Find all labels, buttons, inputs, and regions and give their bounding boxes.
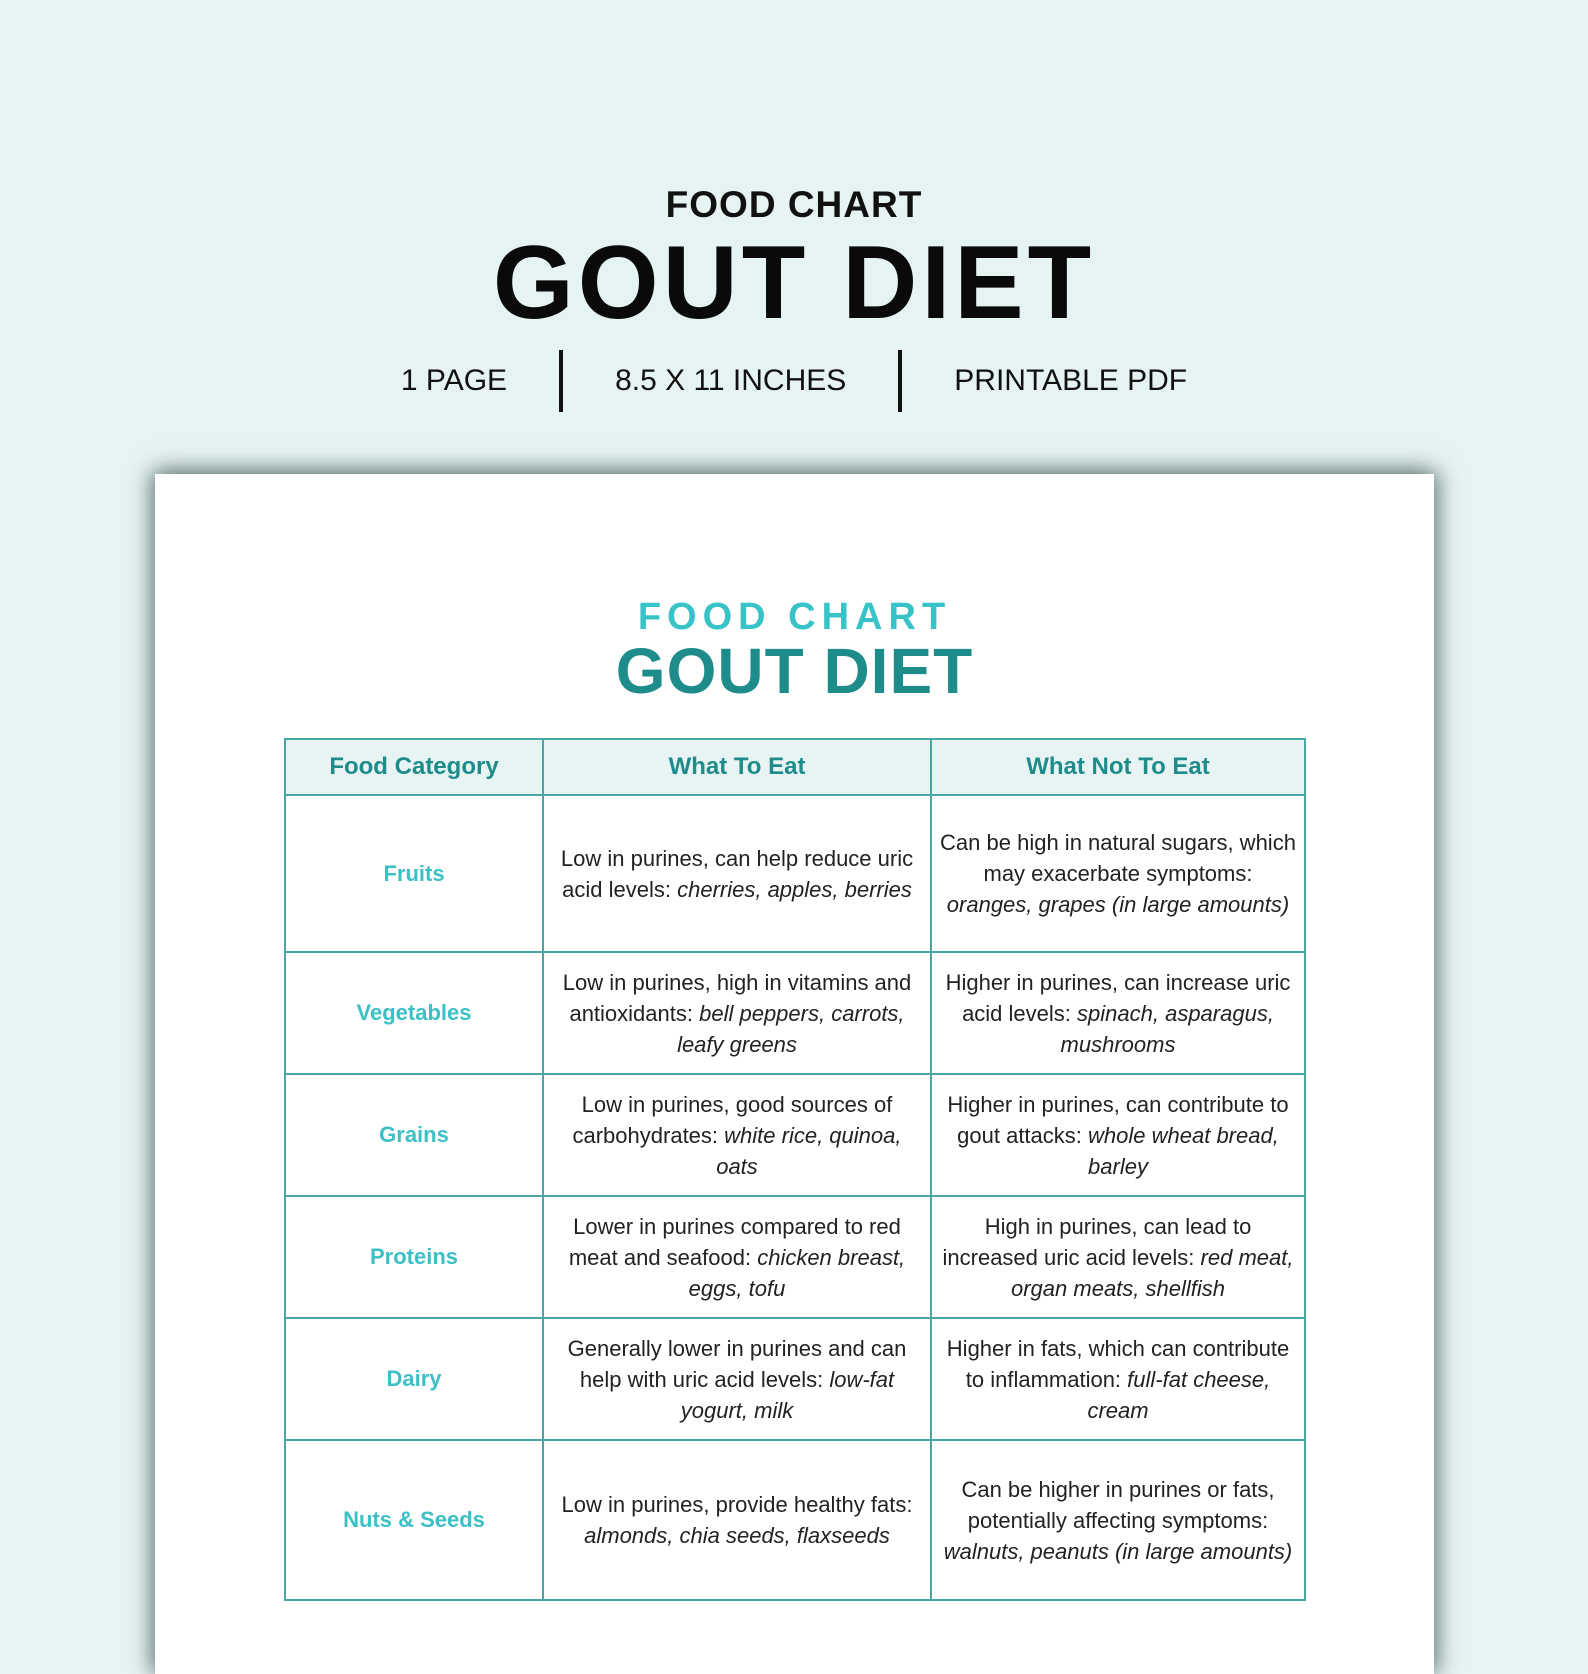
table-row [285, 1440, 1305, 1600]
eat-examples: low-fat yogurt, milk [680, 1366, 895, 1423]
table-row [285, 952, 1305, 1074]
avoid-text: Higher in purines, can increase uric acid levels: [945, 969, 1291, 1026]
avoid-text: High in purines, can lead to increased uric acid levels: [942, 1213, 1252, 1270]
category-cell: Vegetables [285, 952, 543, 1074]
avoid-text: Can be higher in purines or fats, potentially affecting symptoms: [961, 1476, 1275, 1533]
avoid-text: Can be high in natural sugars, which may exacerbate symptoms: [940, 830, 1296, 886]
eat-text: Low in purines, can help reduce uric acid levels: [560, 845, 914, 902]
eat-text: Low in purines, good sources of carbohydrates: [572, 1091, 893, 1148]
header-food-category: Food Category [285, 739, 543, 795]
eat-cell [543, 1318, 931, 1440]
avoid-text: Higher in fats, which can contribute to inflammation: [946, 1335, 1290, 1392]
avoid-examples: spinach, asparagus, mushrooms [1060, 1000, 1274, 1057]
document-preview [155, 474, 1434, 1674]
category-cell: Grains [285, 1074, 543, 1196]
document-kicker: FOOD CHART [637, 596, 952, 638]
avoid-cell [931, 952, 1305, 1074]
category-cell: Proteins [285, 1196, 543, 1318]
avoid-examples: walnuts, peanuts (in large amounts) [943, 1538, 1293, 1564]
eat-examples: white rice, quinoa, oats [716, 1122, 902, 1179]
avoid-examples: full-fat cheese, cream [1087, 1366, 1271, 1423]
avoid-text: Higher in purines, can contribute to gout attacks: [947, 1091, 1289, 1148]
avoid-cell [931, 1318, 1305, 1440]
spec-size: 8.5 X 11 INCHES [615, 364, 847, 397]
category-cell: Fruits [285, 795, 543, 952]
eat-examples: cherries, apples, berries [677, 876, 912, 902]
spec-pages: 1 PAGE [400, 364, 508, 397]
eat-examples: almonds, chia seeds, flaxseeds [584, 1523, 890, 1548]
eat-cell [543, 1196, 931, 1318]
table-row [285, 795, 1305, 952]
eat-cell [543, 1440, 931, 1600]
product-specs [0, 350, 1588, 412]
header-what-not-to-eat: What Not To Eat [931, 739, 1305, 795]
eat-text: Lower in purines compared to red meat and seafood: [568, 1213, 901, 1270]
eat-text: Generally lower in purines and can help with uric acid levels: [567, 1335, 907, 1392]
avoid-cell [931, 1440, 1305, 1600]
avoid-examples: whole wheat bread, barley [1088, 1122, 1279, 1179]
table-row [285, 1074, 1305, 1196]
eat-text: Low in purines, high in vitamins and antioxidants: [562, 969, 912, 1026]
table-row [285, 1196, 1305, 1318]
eat-text: Low in purines, provide healthy fats: [561, 1492, 913, 1517]
hero-kicker: FOOD CHART [665, 184, 923, 225]
eat-examples: bell peppers, carrots, leafy greens [677, 1000, 905, 1057]
avoid-cell [931, 1196, 1305, 1318]
avoid-cell [931, 1074, 1305, 1196]
avoid-examples: oranges, grapes (in large amounts) [946, 892, 1290, 917]
eat-cell [543, 795, 931, 952]
document-title: GOUT DIET [615, 635, 974, 707]
category-cell: Dairy [285, 1318, 543, 1440]
header-what-to-eat: What To Eat [543, 739, 931, 795]
category-cell: Nuts & Seeds [285, 1440, 543, 1600]
eat-examples: chicken breast, eggs, tofu [688, 1244, 906, 1301]
eat-cell [543, 952, 931, 1074]
hero-title: GOUT DIET [492, 225, 1096, 341]
table-row [285, 1318, 1305, 1440]
spec-format: PRINTABLE PDF [954, 364, 1188, 397]
avoid-cell [931, 795, 1305, 952]
table-header-row [285, 739, 1305, 795]
eat-cell [543, 1074, 931, 1196]
food-chart-table [284, 738, 1306, 1601]
avoid-examples: red meat, organ meats, shellfish [1011, 1244, 1294, 1301]
